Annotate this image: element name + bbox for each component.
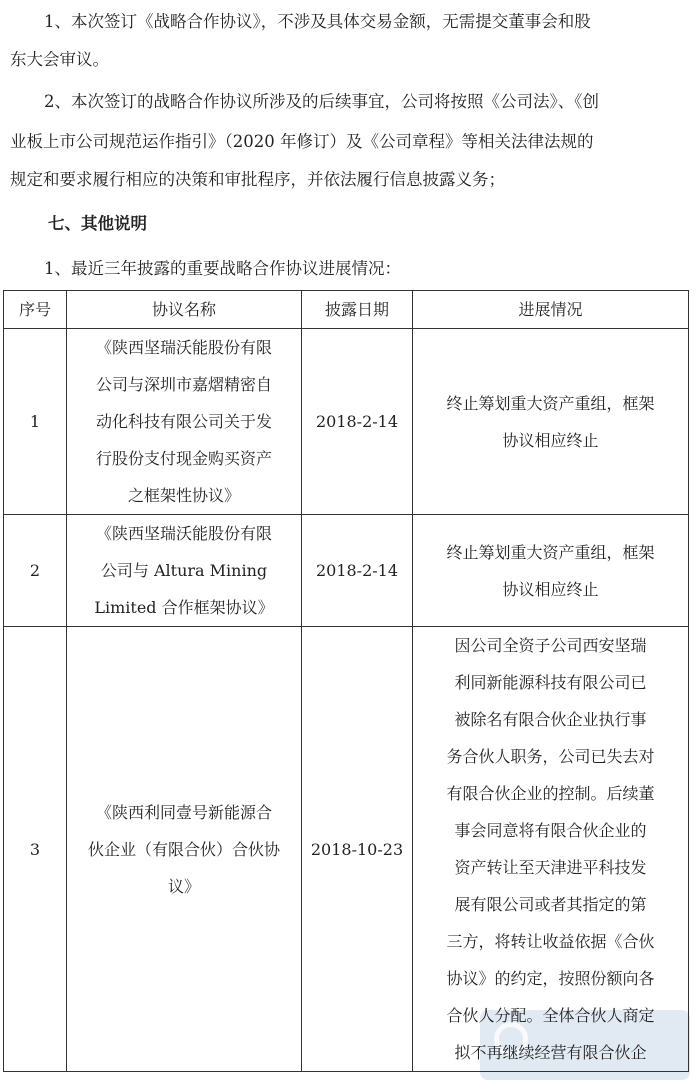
cell-progress [413,515,689,627]
cell-name-line: 《陕西坚瑞沃能股份有限 [95,338,272,357]
table-header-row [4,291,689,329]
cell-name [67,329,302,515]
cell-name-line: Limited 合作框架协议》 [94,598,274,617]
cell-progress-line: 有限合伙企业的控制。后续董 [446,784,655,803]
cell-name-line: 《陕西利同壹号新能源合 [95,802,272,822]
cell-no: 3 [4,627,67,1072]
cell-progress-line: 因公司全资子公司西安坚瑞 [454,636,647,655]
cell-progress [413,329,689,515]
cell-progress-line: 合伙人分配。全体合伙人商定 [446,1006,655,1025]
cell-progress-line: 事会同意将有限合伙企业的 [454,821,647,840]
cell-name-line: 伙企业（有限合伙）合伙协 [87,839,280,859]
cell-progress [413,627,689,1072]
cell-progress-line: 终止筹划重大资产重组，框架 [446,393,655,413]
cell-name-line: 议》 [167,876,200,896]
cell-progress-line: 被除名有限合伙企业执行事 [454,710,647,729]
cell-name-line: 之框架性协议》 [127,486,240,505]
paragraph-2-line-3: 规定和要求履行相应的决策和审批程序，并依法履行信息披露义务； [10,170,505,189]
header-name: 协议名称 [67,291,302,329]
table-row [4,329,689,515]
cell-progress-line: 终止筹划重大资产重组，框架 [446,542,655,562]
cell-name [67,627,302,1072]
cell-name-line: 公司与 Altura Mining [100,561,268,580]
table-row [4,515,689,627]
cell-no: 1 [4,329,67,515]
section-heading: 七、其他说明 [48,214,147,233]
cell-progress-line: 展有限公司或者其指定的第 [454,895,647,914]
cell-progress-line: 利同新能源科技有限公司已 [454,673,647,692]
cell-progress-line: 协议相应终止 [502,579,599,599]
paragraph-2-line-2: 业板上市公司规范运作指引》（2020 年修订）及《公司章程》等相关法律法规的 [10,132,594,151]
cell-name-line: 《陕西坚瑞沃能股份有限 [95,524,272,543]
header-no: 序号 [4,291,67,329]
cell-date: 2018-2-14 [302,515,413,627]
cell-name-line: 动化科技有限公司关于发 [95,412,272,431]
cell-progress-line: 三方，将转让收益依据《合伙 [446,932,655,951]
paragraph-2-line-1: 2、本次签订的战略合作协议所涉及的后续事宜，公司将按照《公司法》、《创 [44,92,599,111]
table-intro: 1、最近三年披露的重要战略合作协议进展情况： [44,259,401,278]
cell-name-line: 行股份支付现金购买资产 [95,449,272,468]
cell-progress-line: 务合伙人职务，公司已失去对 [446,747,655,766]
cell-progress-line: 资产转让至天津进平科技发 [454,858,647,877]
cell-name [67,515,302,627]
cell-date: 2018-2-14 [302,329,413,515]
header-progress: 进展情况 [413,291,689,329]
cell-name-line: 公司与深圳市嘉熠精密自 [95,375,272,394]
agreements-table [3,290,689,1072]
paragraph-1-line-2: 东大会审议。 [10,50,109,69]
header-date: 披露日期 [302,291,413,329]
cell-no: 2 [4,515,67,627]
paragraph-1-line-1: 1、本次签订《战略合作协议》，不涉及具体交易金额，无需提交董事会和股 [44,12,591,31]
table-row [4,627,689,1072]
cell-progress-line: 协议》的约定，按照份额向各 [446,969,655,988]
cell-date: 2018-10-23 [302,627,413,1072]
cell-progress-line: 协议相应终止 [502,430,599,450]
cell-progress-line: 拟不再继续经营有限合伙企 [454,1043,647,1062]
